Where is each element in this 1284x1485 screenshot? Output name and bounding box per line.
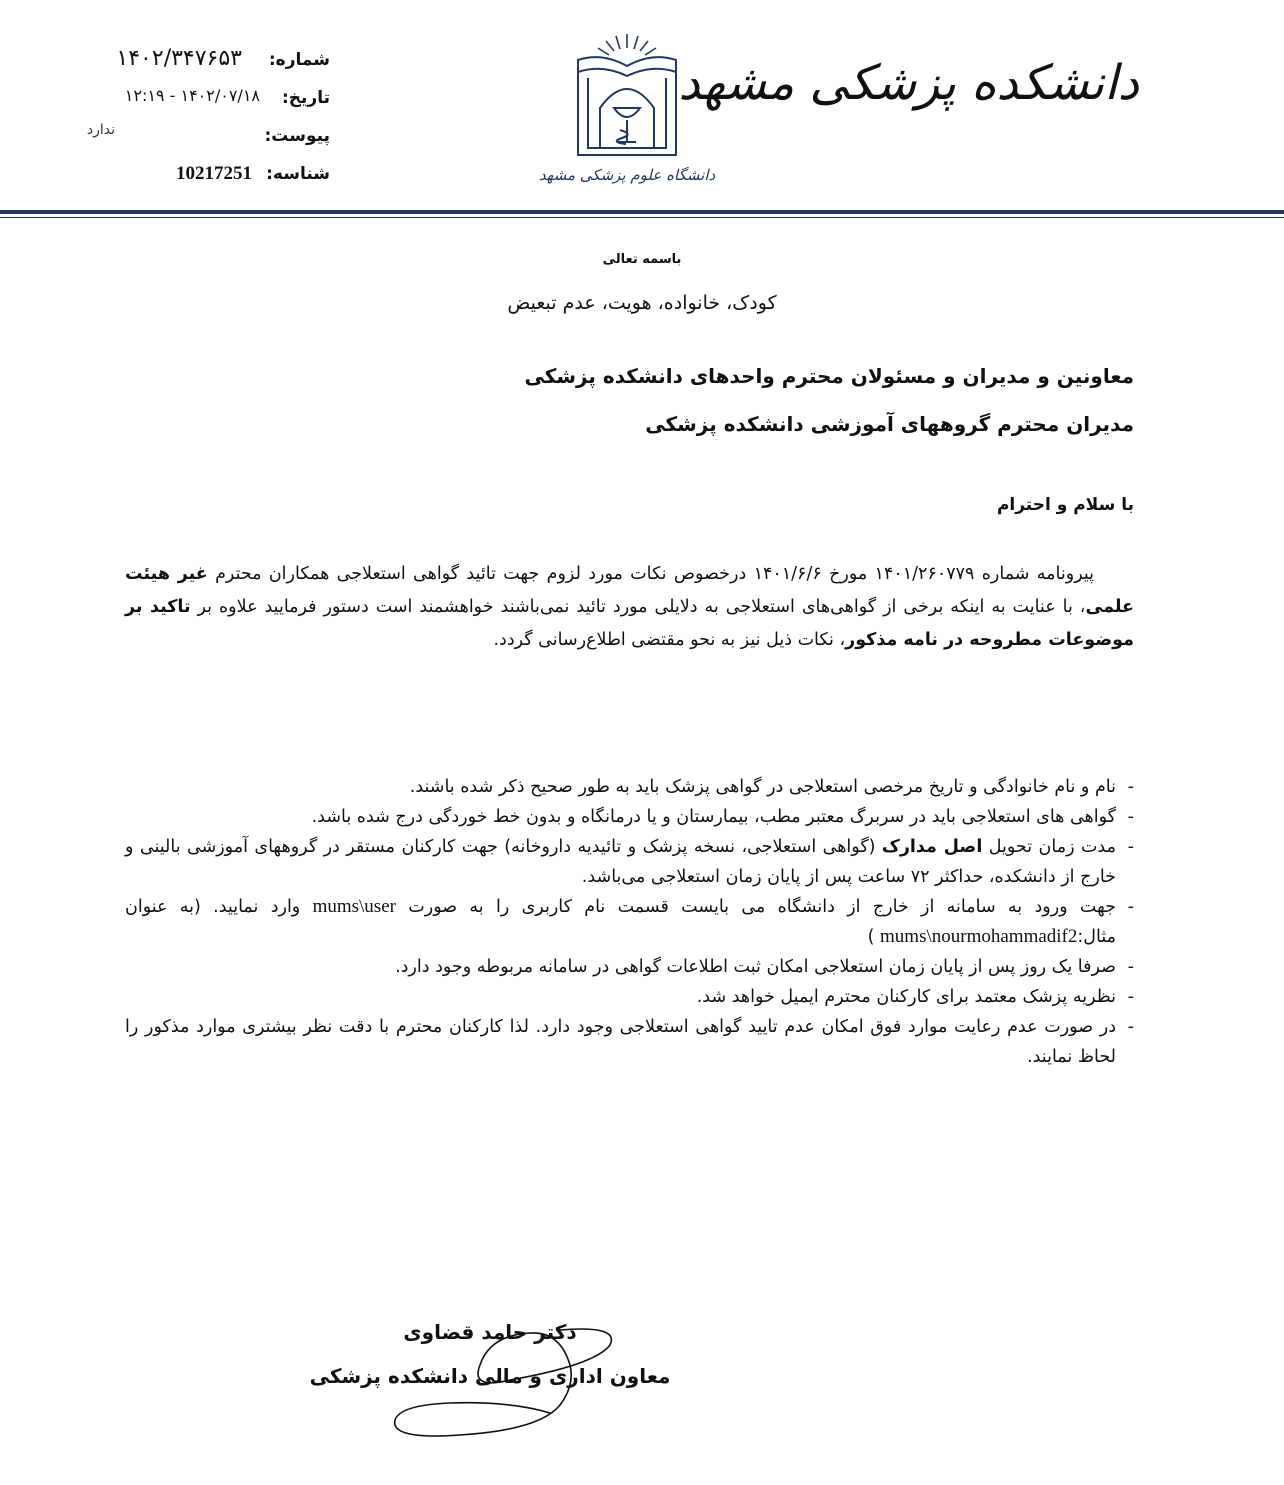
body-text-2: ، با عنایت به اینکه برخی از گواهی‌های استعلاجی به دلایلی مورد تائید نمی‌باشند خواهشمند است دستور فرمایید علاوه بر — [190, 597, 1086, 617]
list-item-bold: اصل مدارک — [881, 837, 983, 857]
list-item-text: ) — [867, 927, 881, 947]
letter-metadata — [86, 46, 330, 202]
letter-attachment-label: پیوست: — [264, 126, 330, 146]
year-slogan: کودک، خانواده، هویت، عدم تبعیض — [507, 292, 777, 314]
letter-number-label: شماره: — [268, 50, 330, 70]
letter-id-row — [90, 164, 330, 202]
body-text-3: ، نکات ذیل نیز به نحو مقتضی اطلاع‌رسانی گردد. — [493, 630, 846, 650]
list-item-text: صرفا یک روز پس از پایان زمان استعلاجی امکان ثبت اطلاعات گواهی در سامانه مربوطه وجود دارد. — [395, 957, 1116, 977]
list-item-text: مدت زمان تحویل — [982, 837, 1116, 857]
list-item — [125, 952, 1134, 982]
list-item-text: نام و نام خانوادگی و تاریخ مرخصی استعلاجی در گواهی پزشک باید به طور صحیح ذکر شده باشند. — [409, 777, 1116, 797]
letter-number-value: ۱۴۰۲/۳۴۷۶۵۳ — [116, 46, 242, 71]
faculty-title-logo: دانشکده پزشکی مشهد — [678, 55, 1139, 111]
list-item — [125, 772, 1134, 802]
list-item — [125, 892, 1134, 952]
letter-attachment-value: ندارد — [86, 122, 115, 138]
letter-id-label: شناسه: — [266, 164, 330, 184]
letter-date-value: ۱۴۰۲/۰۷/۱۸ - ۱۲:۱۹ — [124, 86, 260, 105]
body-text-1: پیرونامه شماره ۱۴۰۱/۲۶۰۷۷۹ مورخ ۱۴۰۱/۶/۶ درخصوص نکات مورد لزوم جهت تائید گواهی استعلاجی همکاران محترم — [207, 564, 1094, 584]
greeting: با سلام و احترام — [996, 495, 1134, 515]
letter-date-row — [90, 88, 330, 126]
body-bold-2: تاکید بر موضوعات مطروحه در نامه مذکور — [125, 597, 1134, 650]
list-item-text: (گواهی استعلاجی، نسخه پزشک و تائیدیه داروخانه) جهت کارکنان مستقر در گروههای آموزشی بالینی و خارج از دانشکده، حداکثر ۷۲ ساعت پس از پایان زمان استعلاجی می‌باشد. — [125, 837, 1116, 887]
letter-id-value: 10217251 — [176, 163, 252, 184]
addressee-line-1: معاونین و مدیران و مسئولان محترم واحدهای دانشکده پزشکی — [524, 364, 1134, 388]
instruction-list — [125, 772, 1134, 1072]
letter-number-row — [90, 46, 330, 88]
seal-caption: دانشگاه علوم پزشکی مشهد — [538, 166, 716, 184]
letter-attachment-row — [86, 122, 330, 164]
bismillah-heading: باسمه تعالی — [602, 252, 682, 267]
list-item — [125, 1012, 1134, 1072]
body-paragraph — [125, 558, 1134, 657]
header-divider-thin — [0, 217, 1284, 218]
signatory-name: دکتر حامد قضاوی — [403, 1320, 577, 1344]
list-item-text: گواهی های استعلاجی باید در سربرگ معتبر مطب، بیمارستان و یا درمانگاه و بدون خط خوردگی درج شده باشد. — [311, 807, 1116, 827]
list-item-text: نظریه پزشک معتمد برای کارکنان محترم ایمیل خواهد شد. — [696, 987, 1116, 1007]
header-divider-thick — [0, 210, 1284, 214]
list-item-text: وارد نمایید. (به عنوان مثال: — [125, 897, 1116, 947]
list-item — [125, 802, 1134, 832]
signatory-title: معاون اداری و مالی دانشکده پزشکی — [309, 1364, 671, 1388]
list-item — [125, 982, 1134, 1012]
list-item-text: جهت ورود به سامانه از خارج از دانشگاه می بایست قسمت نام کاربری را به صورت — [395, 897, 1117, 917]
addressee-line-2: مدیران محترم گروههای آموزشی دانشکده پزشکی — [645, 412, 1134, 436]
username-format: mums\user — [312, 896, 396, 917]
username-example: mums\nourmohammadif2 — [880, 926, 1078, 947]
letter-date-label: تاریخ: — [282, 88, 330, 108]
body-bold-1: غیر هیئت علمی — [125, 564, 1134, 617]
university-seal-logo — [538, 30, 716, 195]
list-item — [125, 832, 1134, 892]
list-item-text: در صورت عدم رعایت موارد فوق امکان عدم تایید گواهی استعلاجی وجود دارد. لذا کارکنان محترم با دقت نظر بیشتری موارد مذکور را لحاظ نمایند. — [125, 1017, 1116, 1067]
